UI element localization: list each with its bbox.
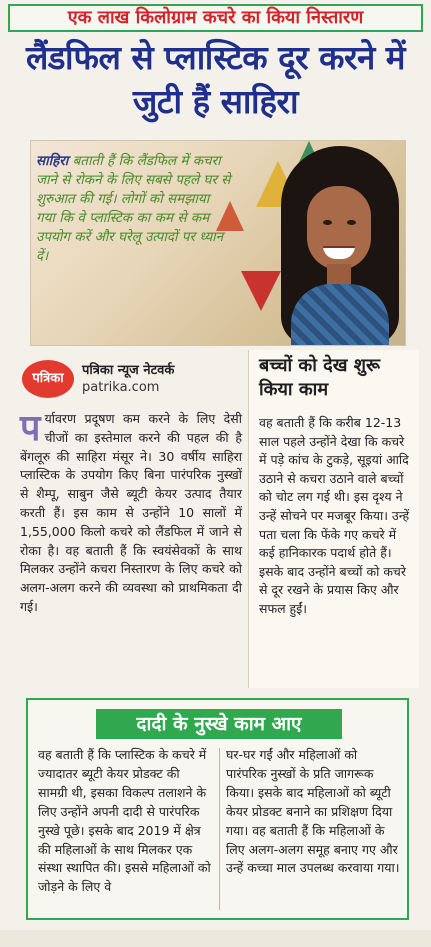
sidebar-text: वह बताती हैं कि करीब 12-13 साल पहले उन्होंने देखा कि कचरे में पड़े कांच के टुकड़े, सूइयां आदि उठाने से कचरा उठाने वाले बच्चों को चोट लग गई थी। इस दृश्य ने उन्हें सोचने पर मजबूर किया। उन्हें पता चला कि फेंके गए कचरे में कई हानिकारक पदार्थ होते हैं। इसके बाद उन्होंने बच्चों को कचरे से दूर रखने के प्रयास किए और सफल हुईं। — [259, 415, 410, 616]
page-bottom-edge — [0, 930, 431, 947]
article-body — [20, 410, 242, 617]
article-headline: लैंडफिल से प्लास्टिक दूर करने में जुटी हैं साहिरा — [25, 38, 406, 121]
byline — [22, 358, 244, 400]
caption-text: बताती हैं कि लैंडफिल में कचरा जाने से रोकने के लिए सबसे पहले घर से शुरुआत की गई। लोगों को समझाया गया कि वे प्लास्टिक का कम से कम उपयोग करें और घरेलू उत्पादों पर ध्यान दें। — [36, 153, 231, 264]
sidebar-story — [248, 350, 419, 688]
portrait-woman — [271, 146, 406, 346]
caption-name: साहिरा — [36, 153, 69, 169]
portrait-kurta — [291, 284, 389, 346]
byline-site[interactable]: patrika.com — [82, 380, 160, 395]
article-kicker: एक लाख किलोग्राम कचरे का किया निस्तारण — [8, 4, 423, 32]
article-body-text: र्यावरण प्रदूषण कम करने के लिए देसी चीजों का इस्तेमाल करने की पहल की है बेंगलूरु की साहिरा मंसूर ने। 30 वर्षीय साहिरा प्लास्टिक के उपयोग किए बिना पारंपरिक नुस्खों से शैम्पू, साबुन जैसे ब्यूटी केयर उत्पाद तैयार करती हैं। इस काम से उन्होंने 10 सालों में 1,55,000 किलो कचरे को लैंडफिल में जाने से रोका है। वह बताती हैं कि स्वयंसेवकों के साथ मिलकर उन्होंने कचरा निस्तारण के लिए कचरे को अलग-अलग करने की व्यवस्था को प्राथमिकता दी गई। — [20, 411, 242, 614]
boxed-story-column-2: घर-घर गईं और महिलाओं को पारंपरिक नुस्खों के प्रति जागरूक किया। इसके बाद महिलाओं को ब्यूटी केयर प्रोडक्ट बनाने का प्रशिक्षण दिया गया। वह बताती हैं कि महिलाओं के लिए अलग-अलग समूह बनाए गए और उन्हें कच्चा माल उपलब्ध करवाया गया। — [226, 747, 400, 876]
column-divider — [219, 748, 220, 910]
boxed-story-title: दादी के नुस्खे काम आए — [96, 709, 342, 739]
photo-caption — [36, 152, 232, 266]
boxed-story-column-1: वह बताती हैं कि प्लास्टिक के कचरे में ज्यादातर ब्यूटी केयर प्रोडक्ट की सामग्री थी, इसका विकल्प तलाशने के लिए उन्होंने अपनी दादी से पारंपरिक नुस्खे पूछे। इसके बाद 2019 में क्षेत्र की महिलाओं के साथ मिलकर एक संस्था स्थापित की। इससे महिलाओं को जोड़ने के लिए वे — [38, 747, 211, 895]
sidebar-title: बच्चों को देख शुरू किया काम — [259, 355, 380, 400]
byline-name: पत्रिका न्यूज नेटवर्क — [82, 363, 175, 378]
boxed-story — [26, 698, 409, 920]
drop-cap: प — [20, 408, 41, 449]
portrait-eye — [323, 220, 332, 225]
portrait-eye — [347, 220, 356, 225]
patrika-logo: पत्रिका — [22, 360, 74, 398]
